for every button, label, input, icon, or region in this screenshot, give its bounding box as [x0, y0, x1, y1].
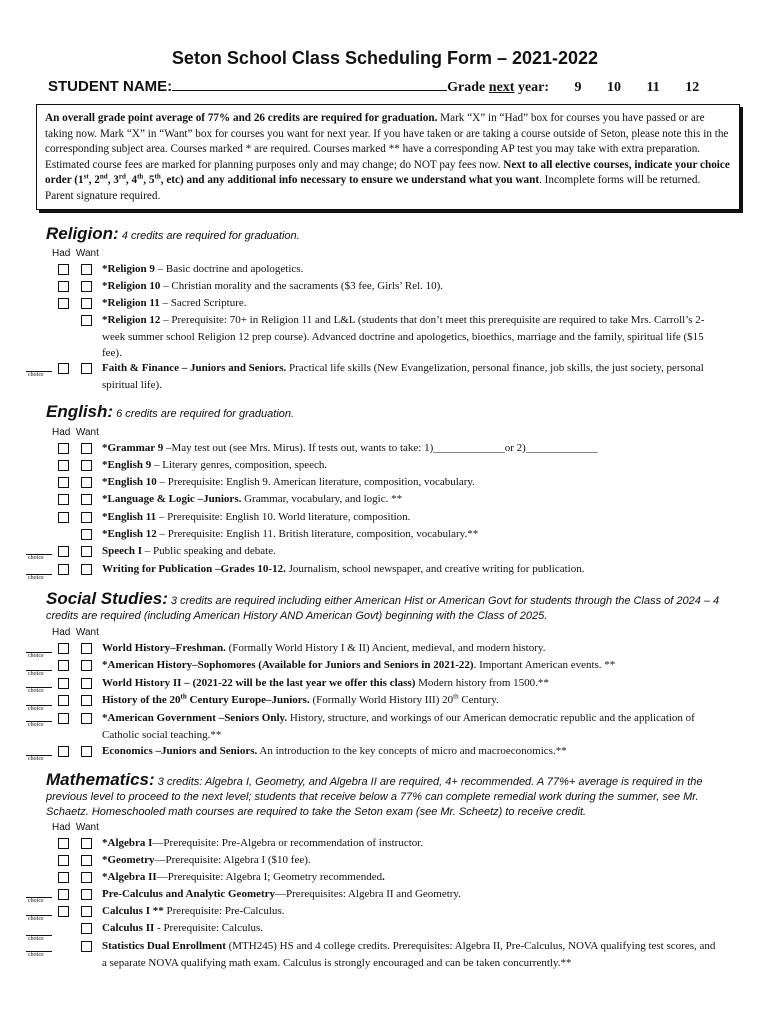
intro-text2: . Incomplete forms will be returned. Parent signature required. [45, 174, 701, 202]
student-name-field[interactable] [172, 78, 447, 91]
want-checkbox[interactable] [81, 460, 92, 471]
had-checkbox[interactable] [58, 443, 69, 454]
want-checkbox[interactable] [81, 564, 92, 575]
grade-option-9[interactable]: 9 [574, 80, 582, 95]
course-world-history: World History–Freshman. (Formally World History I & II) Ancient, medieval, and modern history. [102, 642, 546, 654]
had-checkbox[interactable] [58, 695, 69, 706]
course-statistics-dual: Statistics Dual Enrollment (MTH245) HS and 4 college credits. Prerequisites: Algebra II, Pre-Calculus, NOVA qualifying test scores, and a separate NOVA qualifying math exam. Calculus is strongly encouraged and can be taken concurrently.** [102, 940, 716, 969]
grade-prefix: Grade [447, 80, 489, 95]
had-checkbox[interactable] [58, 746, 69, 757]
grade-suffix: year: [514, 80, 550, 95]
want-checkbox[interactable] [81, 906, 92, 917]
social-heading: Social Studies: [46, 589, 168, 608]
course-language-logic: *Language & Logic –Juniors. Grammar, vocabulary, and logic. ** [102, 493, 403, 505]
student-name-label: STUDENT NAME: [48, 78, 173, 95]
had-checkbox[interactable] [58, 460, 69, 471]
choice-label: choice [28, 671, 44, 677]
had-checkbox[interactable] [58, 906, 69, 917]
want-checkbox[interactable] [81, 746, 92, 757]
english-header [46, 404, 736, 422]
want-checkbox[interactable] [81, 872, 92, 883]
intro-bold1: An overall grade point average of 77% and 26 credits are required for graduation. [45, 112, 438, 124]
course-english-9: *English 9 – Literary genres, composition, speech. [102, 459, 328, 471]
had-checkbox[interactable] [58, 494, 69, 505]
course-american-government: *American Government –Seniors Only. History, structure, and workings of our American democratic republic and the application of Catholic social teaching.** [102, 712, 695, 741]
social-had-want: Had Want [52, 627, 99, 638]
want-checkbox[interactable] [81, 281, 92, 292]
want-checkbox[interactable] [81, 477, 92, 488]
course-grammar-9: *Grammar 9 –May test out (see Mrs. Mirus). If tests out, wants to take: 1)_____________or 2)_____________ [102, 442, 598, 454]
want-checkbox[interactable] [81, 298, 92, 309]
choice-label: choice [28, 706, 44, 712]
religion-heading: Religion: [46, 224, 119, 243]
social-studies-header [46, 591, 736, 624]
want-checkbox[interactable] [81, 529, 92, 540]
intro-text1: Mark “X” in “Had” box for courses you have passed or are taking now. Mark “X” in “Want” box for courses you want for next year. If you have taken or are taking a course outside of Seton, please note this in the corresponding subject area. Courses marked * are required. Courses marked ** have a corresponding AP test you may take with extra preparation. Estimated course fees are marked for planning purposes only and may change; do NOT pay fees now. [45, 112, 729, 171]
choice-label: choice [28, 898, 44, 904]
instructions-box [36, 104, 740, 210]
want-checkbox[interactable] [81, 512, 92, 523]
intro-bold2: Next to all elective courses, indicate your choice order (1st, 2nd, 3rd, 4th, 5th, etc) and any additional info necessary to ensure we understand what you want [45, 158, 730, 186]
had-checkbox[interactable] [58, 889, 69, 900]
course-world-history-2: World History II – (2021-22 will be the last year we offer this class) Modern history from 1500.** [102, 677, 549, 689]
course-religion-9: *Religion 9 – Basic doctrine and apologetics. [102, 263, 304, 275]
want-checkbox[interactable] [81, 838, 92, 849]
want-checkbox[interactable] [81, 678, 92, 689]
course-faith-finance: Faith & Finance – Juniors and Seniors. Practical life skills (New Evangelization, personal finance, job skills, the just society, personal spiritual life). [102, 362, 704, 391]
want-checkbox[interactable] [81, 889, 92, 900]
english-subtitle: 6 credits are required for graduation. [113, 408, 295, 420]
grade-option-10[interactable]: 10 [607, 80, 622, 95]
want-checkbox[interactable] [81, 713, 92, 724]
want-checkbox[interactable] [81, 923, 92, 934]
want-checkbox[interactable] [81, 546, 92, 557]
want-checkbox[interactable] [81, 494, 92, 505]
english-heading: English: [46, 402, 114, 421]
course-english-12: *English 12 – Prerequisite: English 11. British literature, composition, vocabulary.** [102, 528, 479, 540]
had-checkbox[interactable] [58, 678, 69, 689]
religion-had-want: Had Want [52, 248, 99, 259]
choice-label: choice [28, 555, 44, 561]
course-economics: Economics –Juniors and Seniors. An introduction to the key concepts of micro and macroeconomics.** [102, 745, 567, 757]
course-algebra-2: *Algebra II—Prerequisite: Algebra I; Geometry recommended. [102, 871, 385, 883]
had-checkbox[interactable] [58, 643, 69, 654]
choice-label: choice [28, 653, 44, 659]
math-heading: Mathematics: [46, 770, 155, 789]
had-checkbox[interactable] [58, 264, 69, 275]
grade-option-12[interactable]: 12 [685, 80, 700, 95]
course-calculus-2: Calculus II - Prerequisite: Calculus. [102, 922, 264, 934]
course-american-history: *American History–Sophomores (Available for Juniors and Seniors in 2021-22). Important American events. ** [102, 659, 616, 671]
want-checkbox[interactable] [81, 443, 92, 454]
mathematics-header [46, 772, 736, 820]
want-checkbox[interactable] [81, 855, 92, 866]
had-checkbox[interactable] [58, 477, 69, 488]
course-english-10: *English 10 – Prerequisite: English 9. American literature, composition, vocabulary. [102, 476, 475, 488]
had-checkbox[interactable] [58, 281, 69, 292]
had-checkbox[interactable] [58, 660, 69, 671]
course-20th-century-europe: History of the 20th Century Europe–Juniors. (Formally World History III) 20th Century. [102, 692, 499, 706]
choice-label: choice [28, 575, 44, 581]
had-checkbox[interactable] [58, 546, 69, 557]
course-english-11: *English 11 – Prerequisite: English 10. World literature, composition. [102, 511, 411, 523]
course-religion-10: *Religion 10 – Christian morality and the sacraments ($3 fee, Girls’ Rel. 10). [102, 280, 444, 292]
want-checkbox[interactable] [81, 695, 92, 706]
had-checkbox[interactable] [58, 298, 69, 309]
want-checkbox[interactable] [81, 363, 92, 374]
choice-label: choice [28, 936, 44, 942]
choice-label: choice [28, 916, 44, 922]
choice-label: choice [28, 688, 44, 694]
math-subtitle: 3 credits: Algebra I, Geometry, and Algebra II are required, 4+ recommended. A 77%+ average is required in the previous level to proceed to the next level; students that receive below a 77% can complete remedial work during the summer, see Mr. Schaetz. Homeschooled math courses are required to take the Seton exam (see Mr. Scheetz) to receive credit. [46, 776, 703, 818]
grade-label [447, 80, 549, 95]
course-religion-11: *Religion 11 – Sacred Scripture. [102, 297, 247, 309]
want-checkbox[interactable] [81, 660, 92, 671]
english-had-want: Had Want [52, 427, 99, 438]
math-had-want: Had Want [52, 822, 99, 833]
social-subtitle: 3 credits are required including either American Hist or American Govt for students through the Class of 2024 – 4 credits are required (including American History AND American Govt) beginning with the Class of 2025. [46, 595, 720, 622]
course-speech-1: Speech I – Public speaking and debate. [102, 545, 276, 557]
want-checkbox[interactable] [81, 941, 92, 952]
had-checkbox[interactable] [58, 564, 69, 575]
form-title: Seton School Class Scheduling Form – 2021-2022 [171, 48, 599, 68]
want-checkbox[interactable] [81, 264, 92, 275]
course-pre-calculus: Pre-Calculus and Analytic Geometry—Prerequisites: Algebra II and Geometry. [102, 888, 461, 900]
had-checkbox[interactable] [58, 512, 69, 523]
choice-label: choice [28, 756, 44, 762]
course-algebra-1: *Algebra I—Prerequisite: Pre-Algebra or recommendation of instructor. [102, 837, 424, 849]
grade-next: next [488, 80, 515, 95]
want-checkbox[interactable] [81, 643, 92, 654]
had-checkbox[interactable] [58, 838, 69, 849]
religion-subtitle: 4 credits are required for graduation. [118, 230, 300, 242]
course-geometry: *Geometry—Prerequisite: Algebra I ($10 fee). [102, 854, 311, 866]
want-checkbox[interactable] [81, 315, 92, 326]
had-checkbox[interactable] [58, 713, 69, 724]
had-checkbox[interactable] [58, 363, 69, 374]
course-calculus-1: Calculus I ** Prerequisite: Pre-Calculus. [102, 905, 285, 917]
course-religion-12: *Religion 12 – Prerequisite: 70+ in Religion 11 and L&L (students that don’t meet this prerequisite are required to take Mrs. Carroll’s 2-week summer school Religion 12 prep course). Advanced doctrine and apologetics, bioethics, marriage and the family, spiritual life ($15 fee). [102, 314, 705, 359]
choice-label: choice [28, 952, 44, 958]
choice-label: choice [28, 372, 44, 378]
religion-header [46, 226, 736, 244]
student-name-row [48, 78, 728, 96]
choice-label: choice [28, 722, 44, 728]
grade-option-11[interactable]: 11 [646, 80, 660, 95]
had-checkbox[interactable] [58, 855, 69, 866]
had-checkbox[interactable] [58, 872, 69, 883]
course-writing-publication: Writing for Publication –Grades 10-12. Journalism, school newspaper, and creative writing for publication. [102, 563, 585, 575]
